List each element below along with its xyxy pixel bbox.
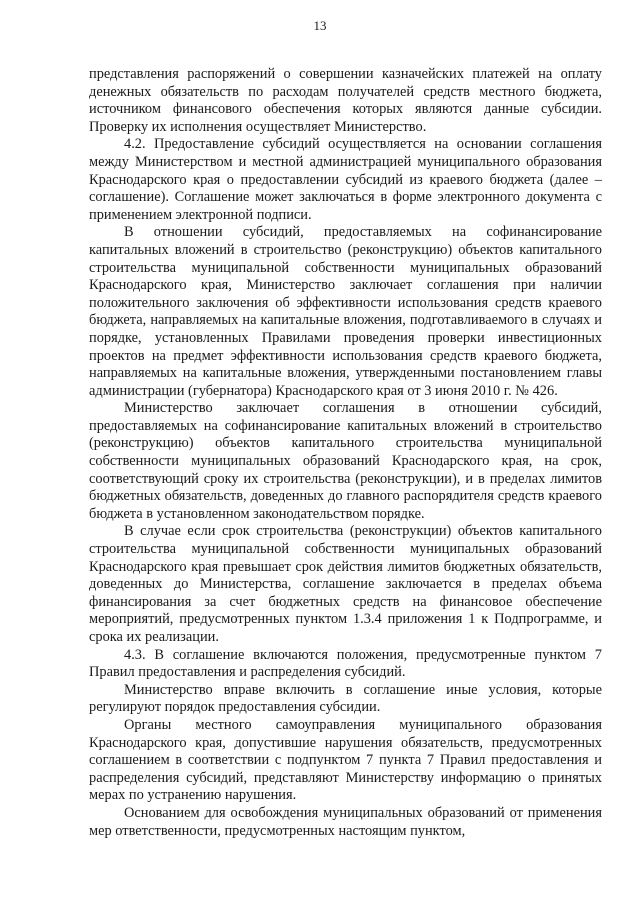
document-body: [89, 66, 602, 840]
paragraph-additional-conditions: Министерство вправе включить в соглашение иные условия, которые регулируют порядок предоставления субсидии.: [89, 681, 602, 716]
paragraph-continuation: представления распоряжений о совершении казначейских платежей на оплату денежных обязательств по расходам получателей средств местного бюджета, источником финансового обеспечения которых являются данные субсидии. Проверку их исполнения осуществляет Министерство.: [89, 66, 602, 135]
paragraph-violations-report: Органы местного самоуправления муниципального образования Краснодарского края, допустившие нарушения обязательств, предусмотренных соглашением в соответствии с подпунктом 7 пункта 7 Правил предоставления и распределения субсидий, представляют Министерству информацию о принятых мерах по устранению нарушения.: [89, 716, 602, 804]
paragraph-agreement-term: Министерство заключает соглашения в отношении субсидий, предоставляемых на софинансирование капитальных вложений в строительство (реконструкцию) объектов капитального строительства муниципальной собственности муниципальных образований Краснодарского края, на срок, соответствующий сроку их строительства (реконструкции), и в пределах лимитов бюджетных обязательств, доведенных до главного распорядителя средств краевого бюджета в установленном законодательством порядке.: [89, 400, 602, 522]
paragraph-capital-investment-conditions: В отношении субсидий, предоставляемых на софинансирование капитальных вложений в строительство (реконструкцию) объектов капитального строительства муниципальной собственности муниципальных образований Краснодарского края, Министерство заключает соглашения при наличии положительного заключения об эффективности использования средств краевого бюджета, направляемых на капитальные вложения, подготавливаемого в случаях и порядке, установленных Правилами проведения проверки инвестиционных проектов на предмет эффективности использования средств краевого бюджета, направляемых на капитальные вложения, утвержденными постановлением главы администрации (губернатора) Краснодарского края от 3 июня 2010 г. № 426.: [89, 224, 602, 399]
paragraph-4-2-agreement-basis: 4.2. Предоставление субсидий осуществляется на основании соглашения между Министерством и местной администрацией муниципального образования Краснодарского края о предоставлении субсидий из краевого бюджета (далее – соглашение). Соглашение может заключаться в форме электронного документа с применением электронной подписи.: [89, 136, 602, 223]
paragraph-4-3-agreement-provisions: 4.3. В соглашение включаются положения, предусмотренные пунктом 7 Правил предоставления и распределения субсидий.: [89, 646, 602, 681]
paragraph-exemption-basis: Основанием для освобождения муниципальных образований от применения мер ответственности, предусмотренных настоящим пунктом,: [89, 804, 602, 839]
page-number: 13: [313, 18, 327, 33]
paragraph-construction-term-exceeds: В случае если срок строительства (реконструкции) объектов капитального строительства муниципальной собственности муниципальных образований Краснодарского края превышает срок действия лимитов бюджетных обязательств, доведенных до Министерства, соглашение заключается в пределах объема финансирования за счет бюджетных средств на финансовое обеспечение мероприятий, предусмотренных пунктом 1.3.4 приложения 1 к Подпрограмме, и срока их реализации.: [89, 523, 602, 645]
